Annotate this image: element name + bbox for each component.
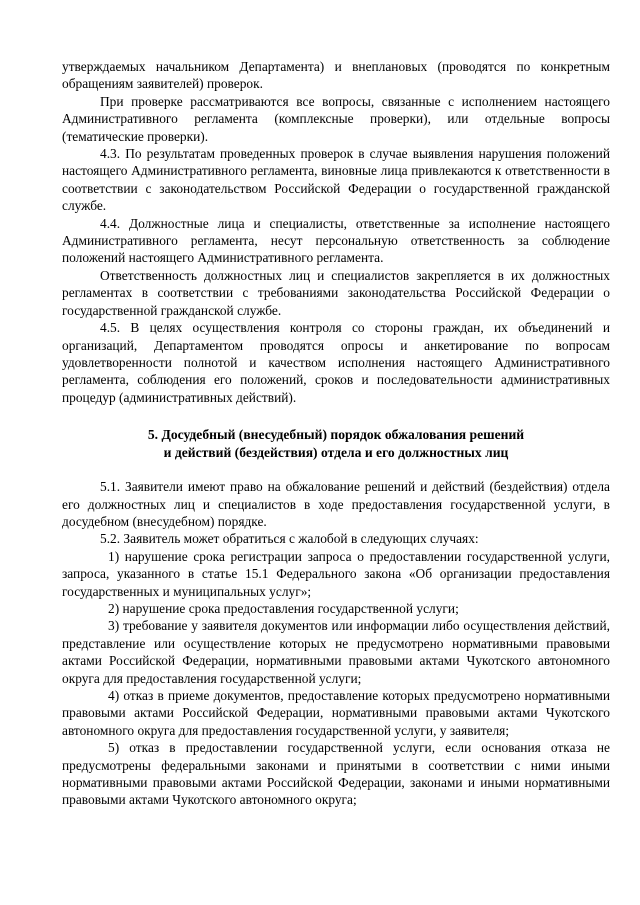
section-heading-line-1: 5. Досудебный (внесудебный) порядок обжалования решений: [147, 427, 525, 443]
paragraph-5-2: 5.2. Заявитель может обратиться с жалобой в следующих случаях:: [100, 531, 479, 547]
paragraph-4-4: 4.4. Должностные лица и специалисты, ответственные за исполнение настоящего Административного регламента, несут персональную ответственность за соблюдение положений настоящего Административного регламента.: [62, 215, 610, 266]
spacer: [62, 462, 610, 478]
document-page: [62, 58, 610, 809]
list-item-5: 5) отказ в предоставлении государственной услуги, если основания отказа не предусмотрены федеральными законами и принятыми в соответствии с ними иными нормативными правовыми актами Российской Федерации, законами и иными нормативными правовыми актами Чукотского автономного округа;: [62, 740, 610, 808]
paragraph-continuation: утверждаемых начальником Департамента) и внеплановых (проводятся по конкретным обращениям заявителей) проверок.: [62, 59, 610, 92]
list-item-1: 1) нарушение срока регистрации запроса о предоставлении государственной услуги, запроса, указанного в статье 15.1 Федерального закона «Об организации предоставления государственных и муниципальных услуг»;: [62, 548, 610, 599]
paragraph-4-5: 4.5. В целях осуществления контроля со стороны граждан, их объединений и организаций, Департаментом проводятся опросы и анкетирование по вопросам удовлетворенности полнотой и качеством исполнения настоящего Административного регламента, соблюдения его положений, сроков и последовательности административных процедур (административных действий).: [62, 320, 610, 405]
paragraph-5-1: 5.1. Заявители имеют право на обжалование решений и действий (бездействия) отдела его должностных лиц и специалистов в ходе предоставления государственной услуги, в досудебном (внесудебном) порядке.: [62, 479, 610, 529]
list-item-3: 3) требование у заявителя документов или информации либо осуществления действий, представление или осуществление которых не предусмотрено нормативными правовыми актами Российской Федерации, нормативными правовыми актами Чукотского автономного округа для предоставления государственной услуги;: [62, 618, 610, 686]
list-item-4: 4) отказ в приеме документов, предоставление которых предусмотрено нормативными правовыми актами Российской Федерации, нормативными правовыми актами Чукотского автономного округа для предоставления государственной услуги, у заявителя;: [62, 688, 610, 738]
spacer: [62, 406, 610, 426]
paragraph-responsibility: Ответственность должностных лиц и специалистов закрепляется в их должностных регламентах в соответствии с требованиями законодательства Российской Федерации о государственной гражданской службе.: [62, 267, 610, 318]
paragraph-4-3: 4.3. По результатам проведенных проверок в случае выявления нарушения положений настоящего Административного регламента, виновные лица привлекаются к ответственности в соответствии с законодательством Российской Федерации о государственной гражданской службе.: [62, 146, 610, 214]
paragraph-check-scope: При проверке рассматриваются все вопросы, связанные с исполнением настоящего Административного регламента (комплексные проверки), или отдельные вопросы (тематические проверки).: [62, 93, 610, 144]
list-item-2: 2) нарушение срока предоставления государственной услуги;: [108, 600, 459, 616]
section-heading-line-2: и действий (бездействия) отдела и его должностных лиц: [163, 445, 509, 461]
